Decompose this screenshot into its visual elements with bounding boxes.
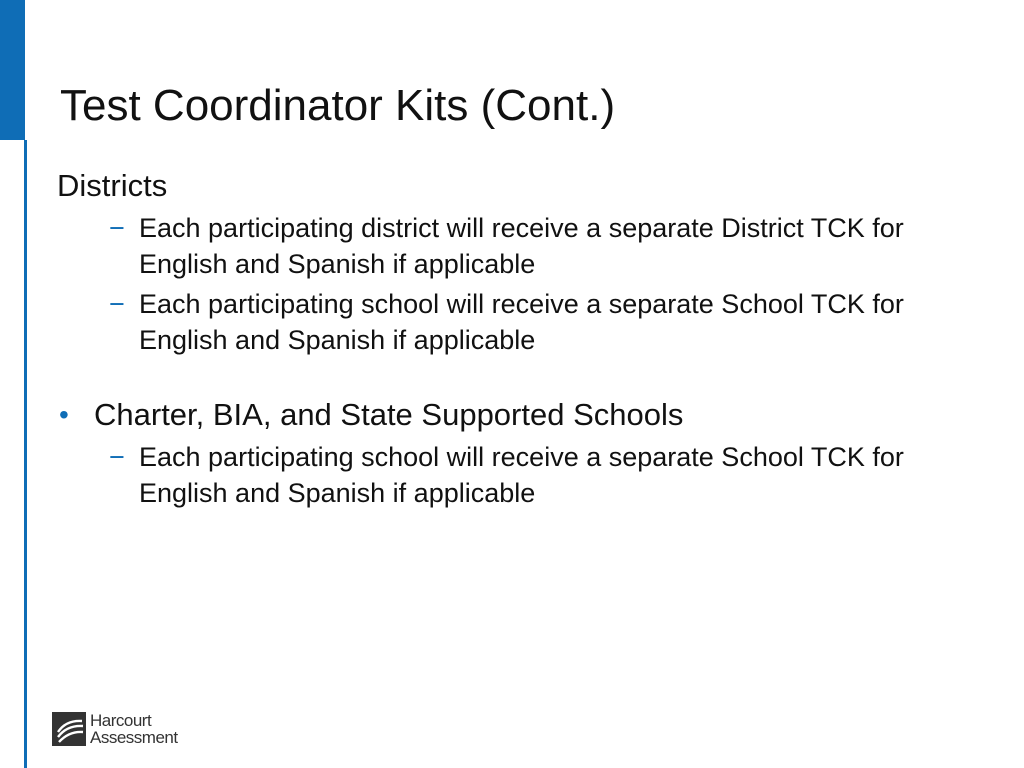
dash-bullet-icon: − <box>109 213 125 243</box>
list-item-text: Each participating school will receive a separate School TCK for English and Spanish if applicable <box>139 289 904 355</box>
list-item <box>57 210 997 282</box>
harcourt-logo <box>52 712 178 746</box>
list-item <box>57 286 997 358</box>
logo-line-1: Harcourt <box>90 711 152 730</box>
harcourt-logo-icon <box>52 712 86 746</box>
logo-line-2: Assessment <box>90 728 178 747</box>
section-heading-districts <box>57 166 997 206</box>
accent-bar-line <box>24 140 27 768</box>
logo-text <box>90 712 178 746</box>
bullet-dot-icon: • <box>59 399 69 430</box>
section-heading-charter <box>57 395 997 435</box>
slide-content <box>57 166 997 511</box>
accent-bar-block <box>0 0 25 140</box>
section-heading-text: Districts <box>57 168 168 203</box>
slide-title: Test Coordinator Kits (Cont.) <box>60 81 616 130</box>
dash-bullet-icon: − <box>109 442 125 472</box>
list-item-text: Each participating district will receive a separate District TCK for English and Spanish if applicable <box>139 213 904 279</box>
list-item <box>57 439 997 511</box>
section-heading-text: Charter, BIA, and State Supported Schools <box>94 397 684 432</box>
list-item-text: Each participating school will receive a separate School TCK for English and Spanish if applicable <box>139 442 904 508</box>
dash-bullet-icon: − <box>109 289 125 319</box>
